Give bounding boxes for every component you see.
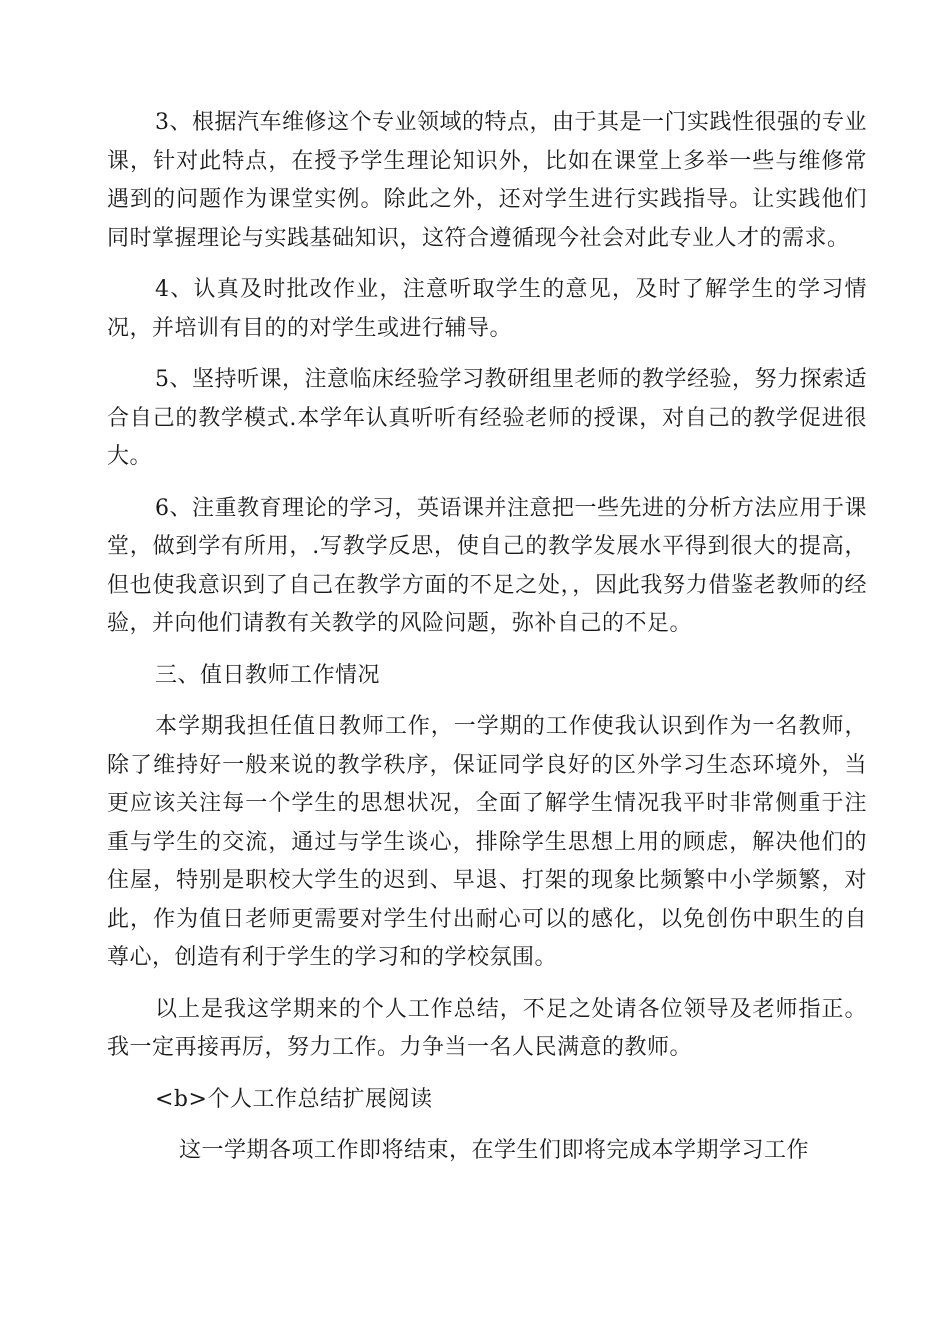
paragraph-item-3: 3、根据汽车维修这个专业领域的特点，由于其是一门实践性很强的专业课，针对此特点，在授予学生理论知识外，比如在课堂上多举一些与维修常遇到的问题作为课堂实例。除此之外，还对学生进行实践指导。让实践他们同时掌握理论与实践基础知识，这符合遵循现今社会对此专业人才的需求。 bbox=[107, 110, 867, 251]
extended-reading-paragraph: 这一学期各项工作即将结束，在学生们即将完成本学期学习工作 bbox=[179, 1138, 810, 1163]
closing-paragraph: 以上是我这学期来的个人工作总结，不足之处请各位领导及老师指正。我一定再接再厉，努力工作。力争当一名人民满意的教师。 bbox=[107, 996, 867, 1060]
duty-paragraph: 本学期我担任值日教师工作，一学期的工作使我认识到作为一名教师，除了维持好一般来说的教学秩序，保证同学良好的区外学习生态环境外，当更应该关注每一个学生的思想状况，全面了解学生情况我平时非常侧重于注重与学生的交流，通过与学生谈心，排除学生思想上用的顾虑，解决他们的住屋，特别是职校大学生的迟到、早退、打架的现象比频繁中小学频繁，对此，作为值日老师更需要对学生付出耐心可以的感化，以免创伤中职生的自尊心，创造有利于学生的学习和的学校氛围。 bbox=[107, 714, 867, 970]
paragraph-item-6: 6、注重教育理论的学习，英语课并注意把一些先进的分析方法应用于课堂，做到学有所用，.写教学反思，使自己的教学发展水平得到很大的提高，但也使我意识到了自己在教学方面的不足之处，，因此我努力借鉴老教师的经验，并向他们请教有关教学的风险问题，弥补自己的不足。 bbox=[107, 495, 867, 636]
document-body bbox=[107, 104, 867, 1184]
extended-reading-heading: <b>个人工作总结扩展阅读 bbox=[155, 1086, 433, 1112]
paragraph-item-5: 5、坚持听课，注意临床经验学习教研组里老师的教学经验，努力探索适合自己的教学模式.本学年认真听听有经验老师的授课，对自己的教学促进很大。 bbox=[107, 367, 867, 469]
section-heading: 三、值日教师工作情况 bbox=[155, 662, 381, 688]
paragraph-item-4: 4、认真及时批改作业，注意听取学生的意见，及时了解学生的学习情况，并培训有目的的对学生或进行辅导。 bbox=[107, 277, 867, 341]
